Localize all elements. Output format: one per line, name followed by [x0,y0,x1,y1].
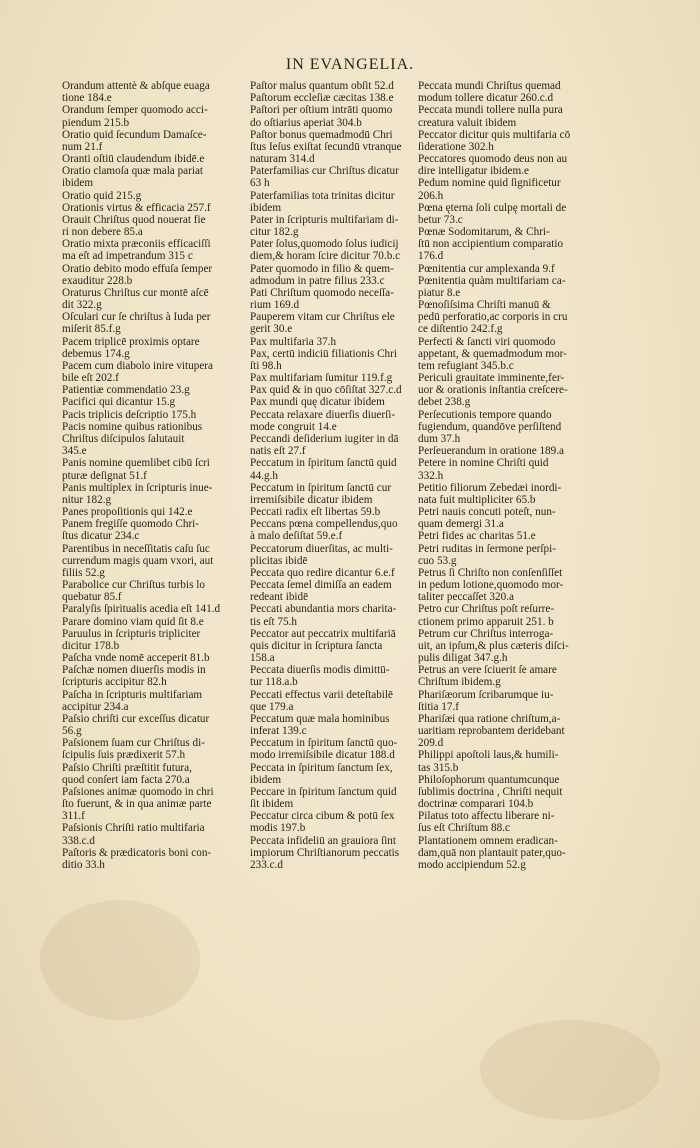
index-line: ſideratione 302.h [418,140,494,153]
running-header: IN EVANGELIA. [285,56,415,73]
index-line: citur 182.g [250,226,299,239]
index-line: ſto fuerunt, & in qua animæ parte [62,798,212,811]
index-line: num 21.f [62,140,103,153]
index-line: 63 h [250,177,270,190]
index-line: Oratio clamoſa quæ mala pariat [62,165,204,178]
index-line: plicitas ibidē [250,554,308,567]
index-line: Paſsionis Chriſti ratio multifaria [62,822,205,835]
index-line: impiorum Chriſtianorum peccatis [250,846,400,859]
index-line: Panem fregiſſe quomodo Chri- [62,518,200,531]
index-line: quebatur 85.f [62,591,122,604]
index-line: Orationis virtus & efficacia 257.f [62,201,211,214]
index-line: Philippi apoſtoli laus,& humili- [418,749,559,762]
index-line: Peccare in ſpiritum ſanctum quid [250,785,397,798]
index-line: ſit ibidem [250,798,294,811]
index-line: Peccatum quæ mala hominibus [250,712,390,725]
index-line: Peccatum in ſpiritum ſanctū quid [250,457,397,470]
index-line: Peccata in ſpiritum ſanctum ſex, [250,761,393,774]
index-line: modum tollere dicatur 260.c.d [418,92,554,105]
index-line: 44.g.h [250,469,278,482]
index-line: Peccata ſemel dimiſſa an eadem [250,579,392,592]
index-line: ctionem primo apparuit 251. b [418,615,554,628]
index-line: in pedum lotione,quomodo mor- [418,579,564,592]
index-line: redeant ibidē [250,591,309,604]
index-line: Oratio debito modo effuſa ſemper [62,262,213,275]
index-line: 56.g [62,725,82,738]
index-line: Petri nauis concuti poteſt, nun- [418,506,556,519]
index-line: Petri fides ac charitas 51.e [418,530,536,543]
index-line: Paſcha in ſcripturis multifariam [62,688,203,701]
index-line: Peccatum in ſpiritum ſanctū quo- [250,737,398,750]
index-line: 158.a [250,652,275,665]
index-line: Parabolice cur Chriſtus turbis lo [62,579,205,592]
index-line: exauditur 228.b [62,274,133,287]
index-line: natis eſt 27.f [250,445,306,458]
index-line: Pax multifaria 37.h [250,335,337,348]
index-line: uaritiam reprobantem deridebant [418,725,565,738]
index-line: ibidem [250,201,282,214]
index-line: gerit 30.e [250,323,293,336]
index-line: Pater quomodo in filio & quem- [250,262,394,275]
index-line: modo accipiendum 52.g [418,859,526,871]
index-line: tem refugiant 345.b.c [418,359,514,372]
index-line: quod conſert iam facta 270.a [62,773,190,786]
index-line: admodum in patre filius 233.c [250,274,385,287]
index-line: tur 118.a.b [250,676,298,689]
index-line: pturæ deſignat 51.f [62,469,147,482]
index-line: Phariſæorum ſcribarumque iu- [418,688,554,701]
index-line: Peccata relaxare diuerſis diuerſi- [250,408,396,421]
index-line: bile eſt 202.f [62,372,119,385]
index-line: taliter peccaſſet 320.a [418,591,514,604]
index-line: Chriſtum ibidem.g [418,676,501,689]
index-line: Peccata diuerſis modis dimittū- [250,664,390,677]
index-line: Petrus an vere ſciuerit ſe amare [418,664,557,677]
index-line: Phariſæi qua ratione chriſtum,a- [418,712,561,725]
index-line: Chriſtus diſcipulos ſalutauit [62,432,185,445]
index-line: Philoſophorum quantumcunque [418,773,560,786]
index-line: pulis diligat 347.g.h [418,652,508,665]
index-line: ri non debere 85.a [62,226,143,239]
index-column-2 [250,80,430,871]
index-line: 206.h [418,189,444,202]
index-line: Oratio quid ſecundum Damaſce- [62,128,207,141]
index-line: filiis 52.g [62,566,105,579]
index-line: Perſecutionis tempore quando [418,408,552,421]
index-line: Petro cur Chriſtus poſt reſurre- [418,603,555,616]
index-line: appetant, & quemadmodum mor- [418,347,567,360]
index-line: ſus eſt Chriſtum 88.c [418,822,510,835]
index-line: Perſeuerandum in oratione 189.a [418,445,565,458]
index-line: Peccatores quomodo deus non au [418,153,568,166]
index-line: miſerit 85.f.g [62,323,121,336]
index-line: Pœna ęterna ſoli culpę mortali de [418,201,567,214]
index-line: mode congruit 14.e [250,420,337,433]
index-line: modis 197.b [250,822,306,835]
index-line: Peccandi deſiderium iugiter in dā [250,432,399,445]
index-line: ſtitia 17.f [418,700,460,713]
index-line: Oranti oſtiū claudendum ibidē.e [62,153,205,166]
index-line: 209.d [418,737,444,750]
index-line: dicitur 178.b [62,639,120,652]
index-line: Pacem triplicē proximis optare [62,335,200,348]
index-line: Peccator dicitur quis multifaria cō [418,128,571,141]
index-line: ſcripturis accipitur 82.h [62,676,167,689]
index-line: Pater in ſcripturis multifariam di- [250,213,399,226]
index-line: nitur 182.g [62,493,112,506]
index-line: Paruulus in ſcripturis tripliciter [62,627,201,640]
index-line: nata fuit multipliciter 65.b [418,493,536,506]
index-line: Paſtori per oſtium intrāti quomo [250,104,393,117]
index-line: 332.h [418,469,444,482]
index-line: Oratio mixta præconiis efficaciſſi [62,238,211,251]
index-line: tas 315.b [418,761,459,774]
index-line: diem,& horam ſcire dicitur 70.b.c [250,250,401,263]
index-line: Peccata mundi tollere nulla pura [418,104,563,117]
index-line: naturam 314.d [250,153,315,166]
index-line: tis eſt 75.h [250,615,297,628]
index-line: uit, an ipſum,& plus cæteris diſci- [418,639,569,652]
index-line: Pœnoſiſsima Chriſti manuū & [418,299,551,312]
index-line: dum 37.h [418,432,461,445]
index-line: Peccatum in ſpiritum ſanctū cur [250,481,392,494]
index-line: piatur 8.e [418,286,461,299]
index-line: Paſsio Chriſti præſtitit futura, [62,761,192,774]
index-line: Petri ruditas in ſermone perſpi- [418,542,556,555]
index-line: irremiſsibile dicatur ibidem [250,493,373,506]
index-line: cuo 53.g [418,554,457,567]
index-line: inferat 139.c [250,725,307,738]
index-line: Paſcha vnde nomē acceperit 81.b [62,652,210,665]
index-line: betur 73.c [418,213,463,226]
index-line: uor & orationis inſtantia creſcere- [418,384,568,397]
index-line: fugiendum, quandōve perſiſtend [418,420,562,433]
index-line: Plantationem omnem eradican- [418,834,558,847]
index-line: modo irremiſsibile dicatur 188.d [250,749,395,762]
index-line: ſtus dicatur 234.c [62,530,140,543]
index-line: 345.e [62,445,87,458]
index-line: tione 184.e [62,92,112,105]
index-line: à malo deſiſtat 59.e.f [250,530,343,543]
index-line: debemus 174.g [62,347,130,360]
index-line: Peccata mundi Chriſtus quemad [418,80,561,92]
index-line: Pax, certū indiciū filiationis Chri [250,347,397,360]
index-line: Perfecti & ſancti viri quomodo [418,335,556,348]
index-line: Periculi grauitate imminente,fer- [418,372,565,385]
index-column-3 [418,80,628,871]
index-line: doctrinæ comparari 104.b [418,798,534,811]
paper-stain [40,900,200,1020]
index-line: Pacifici qui dicantur 15.g [62,396,176,409]
index-line: Oraturus Chriſtus cur montē aſcē [62,286,209,299]
index-line: ſti 98.h [250,359,282,372]
index-line: Pax mundi quę dicatur ibidem [250,396,385,409]
index-line: 233.c.d [250,859,283,871]
index-line: ſtū non accipientium comparatio [418,238,564,251]
paper-stain [480,1020,660,1120]
index-column-1 [62,80,248,871]
index-line: Peccata quo redire dicantur 6.e.f [250,566,395,579]
index-line: Patientiæ commendatio 23.g [62,384,190,397]
index-line: Petere in nomine Chriſti quid [418,457,549,470]
index-line: Peccatorum diuerſitas, ac multi- [250,542,393,555]
index-line: Pax multifariam ſumitur 119.f.g [250,372,393,385]
index-line: Pœnitentia cur amplexanda 9.f [418,262,555,275]
index-line: Petrum cur Chriſtus interroga- [418,627,554,640]
index-line: ſublimis doctrina , Chriſti nequit [418,785,563,798]
index-line: Peccans pœna compellendus,quo [250,518,398,531]
index-line: Paſtoris & prædicatoris boni con- [62,846,212,859]
index-line: Petrus ſi Chriſto non conſenſiſſet [418,566,563,579]
index-line: Pax quid & in quo cōſiſtat 327.c.d [250,384,402,397]
index-line: Pœnæ Sodomitarum, & Chri- [418,226,550,239]
index-line: Paſchæ nomen diuerſis modis in [62,664,206,677]
index-line: que 179.a [250,700,294,713]
index-line: Peccata infideliū an grauiora ſint [250,834,397,847]
index-line: Panis multiplex in ſcripturis inue- [62,481,213,494]
index-line: Paſsionem ſuam cur Chriſtus di- [62,737,205,750]
index-line: Orandum attentè & abſque euaga [62,80,210,92]
index-line: Oratio quid 215.g [62,189,142,202]
index-line: pedū perforatio,ac corporis in cru [418,311,568,324]
index-line: Orandum ſemper quomodo acci- [62,104,208,117]
index-line: ce diſtentio 242.f.g [418,323,503,336]
index-line: debet 238.g [418,396,471,409]
index-line: Paſtor malus quantum obſit 52.d [250,80,394,92]
index-line: Paſsiones animæ quomodo in chri [62,785,214,798]
index-line: Pati Chriſtum quomodo neceſſa- [250,286,394,299]
index-line: Pilatus toto affectu liberare ni- [418,810,555,823]
index-line: Pedum nomine quid ſignificetur [418,177,561,190]
index-line: Pater ſolus,quomodo ſolus iudicij [250,238,399,251]
index-line: Panis nomine quemlibet cibū ſcri [62,457,210,470]
index-line: Parare domino viam quid ſit 8.e [62,615,204,628]
index-line: dit 322.g [62,299,102,312]
index-line: currendum magis quam vxori, aut [62,554,214,567]
index-line: Paſtor bonus quemadmodū Chri [250,128,393,141]
index-line: Oſculari cur ſe chriſtus à Iuda per [62,311,211,324]
index-line: Paſtorum eccleſiæ cæcitas 138.e [250,92,394,105]
index-line: Petitio filiorum Zebedæi inordi- [418,481,562,494]
index-line: Paralyſis ſpiritualis acedia eſt 141.d [62,603,221,616]
index-line: ditio 33.h [62,859,105,871]
index-line: dire intelligatur ibidem.e [418,165,529,178]
index-line: Orauit Chriſtus quod nouerat fie [62,213,206,226]
index-line: Pacis nomine quibus rationibus [62,420,203,433]
index-line: do oſtiarius aperiat 304.b [250,116,362,129]
index-line: quis dicitur in ſcriptura ſancta [250,639,383,652]
index-line: Peccati effectus varii deteſtabilē [250,688,393,701]
index-line: dam,quā non plantauit pater,quo- [418,846,566,859]
index-line: rium 169.d [250,299,300,312]
index-line: 176.d [418,250,444,263]
index-line: 311.f [62,810,85,823]
index-line: ſtus Ieſus exiſtat ſecundū vtranque [250,140,402,153]
index-line: ma eſt ad impetrandum 315 c [62,250,193,263]
index-line: Paterfamilias tota trinitas dicitur [250,189,395,202]
index-line: accipitur 234.a [62,700,129,713]
index-line: ſcipulis ſuis prædixerit 57.h [62,749,186,762]
index-line: Parentibus in neceſſitatis caſu ſuc [62,542,210,555]
index-line: Panes propoſitionis qui 142.e [62,506,193,519]
index-line: piendum 215.b [62,116,130,129]
index-line: Peccati abundantia mors charita- [250,603,397,616]
index-line: Peccati radix eſt libertas 59.b [250,506,381,519]
index-line: ibidem [62,177,94,190]
index-line: quam demergi 31.a [418,518,504,531]
index-line: Pœnitentia quàm multifariam ca- [418,274,566,287]
index-line: Peccator aut peccatrix multifariā [250,627,396,640]
index-line: ibidem [250,773,282,786]
index-line: Paſsio chriſti cur exceſſus dicatur [62,712,210,725]
index-line: Peccatur circa cibum & potū ſex [250,810,395,823]
index-line: 338.c.d [62,834,95,847]
index-line: Pacis triplicis deſcriptio 175.h [62,408,197,421]
index-line: Pacem cum diabolo inire vitupera [62,359,213,372]
index-line: Paterfamilias cur Chriſtus dicatur [250,165,399,178]
index-line: Pauperem vitam cur Chriſtus ele [250,311,395,324]
index-line: creatura valuit ibidem [418,116,517,129]
